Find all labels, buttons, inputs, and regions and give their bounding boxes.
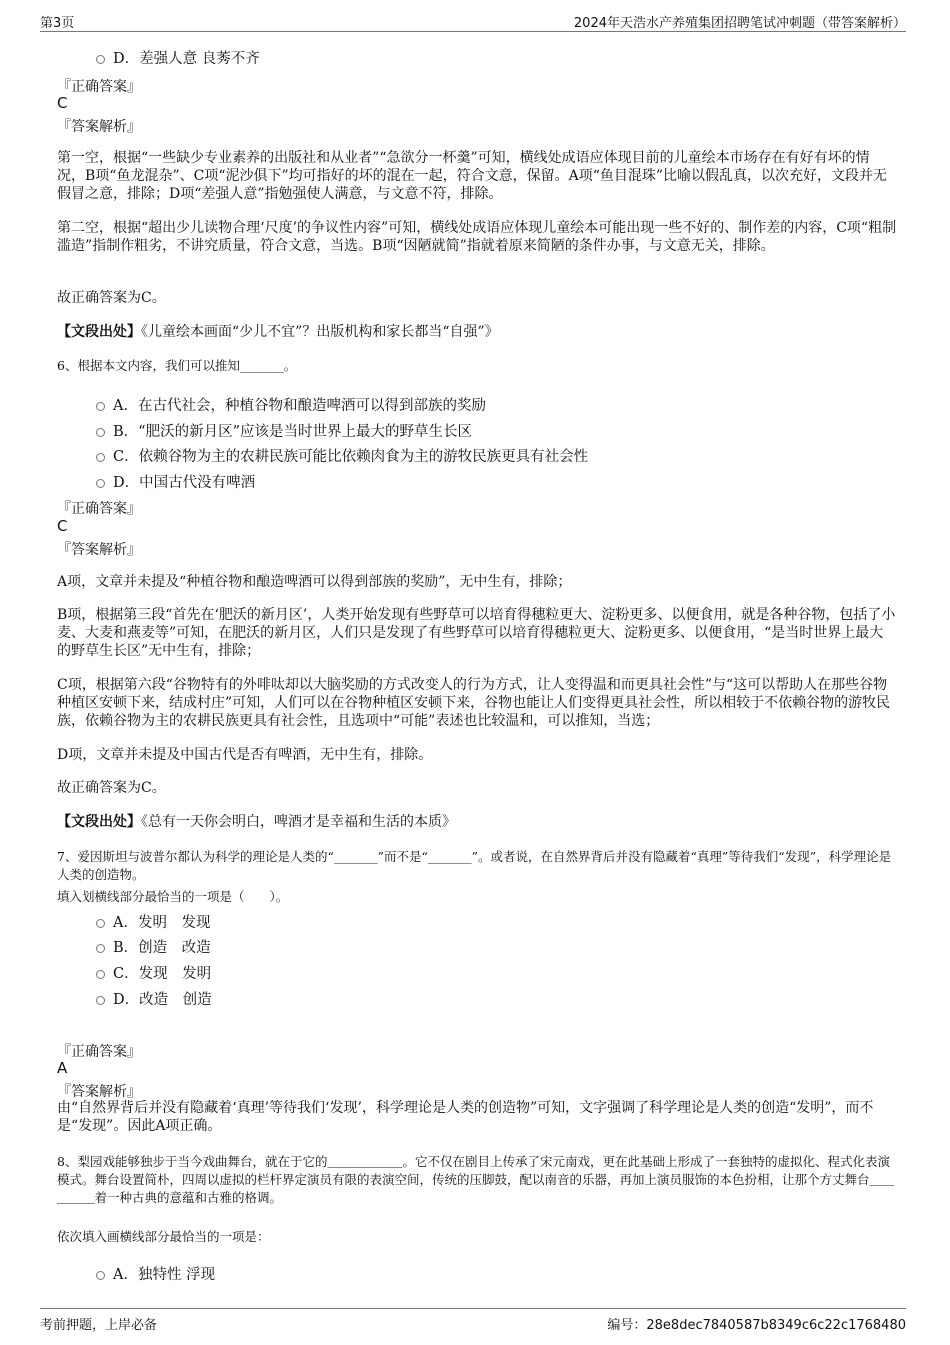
q8-option-a[interactable]: A．独特性 浮现 [96,1263,215,1284]
q8-instruction: 依次填入画横线部分最恰当的一项是： [57,1229,270,1244]
q5-answer: C [57,94,68,112]
q6-source-label: 【文段出处】 [57,814,141,830]
q8-stem: 8、梨园戏能够独步于当今戏曲舞台，就在于它的＿＿＿＿＿＿。它不仅在剧目上传承了宋元南戏，更在此基础上形成了一套独特的虚拟化、程式化表演模式。舞台设置简朴，四周以虚拟的栏杆界定演员有限的表演空间，传统的压脚鼓，配以南音的乐器，再加上演员服饰的本色扮相，让那个方丈舞台＿＿＿＿＿着一种古典的意蕴和古雅的格调。 [57,1154,895,1205]
q6-analysis-d: D项，文章并未提及中国古代是否有啤酒，无中生有，排除。 [57,747,433,763]
q5-source [57,323,897,341]
q7-stem: 7、爱因斯坦与波普尔都认为科学的理论是人类的“_______”而不是“_______”。或者说，在自然界背后并没有隐藏着“真理”等待我们“发现”，科学理论是人类的创造物。 [57,849,892,882]
q6-correct-label: 『正确答案』 [57,501,141,517]
q5-option-d[interactable]: D．差强人意 良莠不齐 [96,47,260,68]
document-id: 编号：28e8dec7840587b8349c6c22c1768480 [607,1318,906,1333]
q6-option-a[interactable]: A．在古代社会，种植谷物和酿造啤酒可以得到部族的奖励 [96,394,486,415]
q6-source [57,813,897,831]
radio-icon[interactable] [96,479,105,488]
q5-correct-label: 『正确答案』 [57,79,141,95]
footer-divider [40,1308,906,1309]
radio-icon[interactable] [96,402,105,411]
q6-analysis-label: 『答案解析』 [57,542,141,558]
radio-icon[interactable] [96,919,105,928]
radio-icon[interactable] [96,996,105,1005]
radio-icon[interactable] [96,428,105,437]
radio-icon[interactable] [96,55,105,64]
q7-correct-label: 『正确答案』 [57,1044,141,1060]
q6-analysis-a: A项，文章并未提及“种植谷物和酿造啤酒可以得到部族的奖励”，无中生有，排除； [57,574,572,590]
q6-option-b[interactable]: B．“肥沃的新月区”应该是当时世界上最大的野草生长区 [96,420,472,441]
radio-icon[interactable] [96,970,105,979]
footer-slogan: 考前押题，上岸必备 [40,1318,158,1333]
radio-icon[interactable] [96,453,105,462]
document-title: 2024年天浩水产养殖集团招聘笔试冲刺题（带答案解析） [573,16,906,31]
q6-source-text: 《总有一天你会明白，啤酒才是幸福和生活的本质》 [141,814,456,830]
q6-conclusion: 故正确答案为C。 [57,780,166,796]
q7-option-b[interactable]: B．创造 改造 [96,936,211,957]
q5-analysis-label: 『答案解析』 [57,119,141,135]
q6-option-c[interactable]: C．依赖谷物为主的农耕民族可能比依赖肉食为主的游牧民族更具有社会性 [96,445,588,466]
q5-source-label: 【文段出处】 [57,324,141,340]
q7-option-d[interactable]: D．改造 创造 [96,988,212,1009]
q7-analysis: 由“自然界背后并没有隐藏着‘真理’等待我们‘发现’，科学理论是人类的创造物”可知，文字强调了科学理论是人类的创造“发明”，而不是“发现”。因此A项正确。 [57,1100,874,1134]
q5-analysis-p1: 第一空，根据“一些缺少专业素养的出版社和从业者”“急欲分一杯羹”可知，横线处成语应体现目前的儿童绘本市场存在有好有坏的情况，B项“鱼龙混杂”、C项“泥沙俱下”均可指好的坏的混在一起，符合文意，保留。A项“鱼目混珠”比喻以假乱真，以次充好，文段并无假冒之意，排除；D项“差强人意”指勉强使人满意，与文意不符，排除。 [57,150,888,202]
q7-instruction: 填入划横线部分最恰当的一项是（ ）。 [57,889,289,904]
q6-stem: 6、根据本文内容，我们可以推知_______。 [57,358,297,373]
q5-analysis-p2: 第二空，根据“超出少儿读物合理‘尺度’的争议性内容”可知，横线处成语应体现儿童绘本可能出现一些不好的、制作差的内容，C项“粗制滥造”指制作粗劣，不讲究质量，符合文意，当选。B项“因陋就简”指就着原来简陋的条件办事，与文意无关，排除。 [57,220,897,254]
radio-icon[interactable] [96,1271,105,1280]
q5-conclusion: 故正确答案为C。 [57,290,166,306]
q6-answer: C [57,517,68,535]
q6-analysis-b: B项，根据第三段“首先在‘肥沃的新月区’，人类开始发现有些野草可以培育得穗粒更大、淀粉更多、以便食用，就是各种谷物，包括了小麦、大麦和燕麦等”可知，在肥沃的新月区，人们只是发现了有些野草可以培育得穗粒更大、淀粉更多、以便食用，“是当时世界上最大的野草生长区”无中生有，排除； [57,607,896,659]
q5-source-text: 《儿童绘本画面“少儿不宜”？出版机构和家长都当“自强”》 [141,324,499,340]
radio-icon[interactable] [96,944,105,953]
q7-option-c[interactable]: C．发现 发明 [96,962,211,983]
q7-option-a[interactable]: A．发明 发现 [96,911,210,932]
header-divider [40,31,906,32]
q6-analysis-c: C项，根据第六段“谷物特有的外啡呔却以大脑奖励的方式改变人的行为方式，让人变得温和而更具社会性”与“这可以帮助人在那些谷物种植区安顿下来，结成村庄”可知，人们可以在谷物种植区安顿下来，谷物也能让人们变得更具社会性，所以相较于不依赖谷物的游牧民族，依赖谷物为主的农耕民族更具有社会性，且选项中“可能”表述也比较温和，可以推知，当选； [57,677,891,729]
page-number: 第3页 [40,16,75,31]
q7-analysis-label: 『答案解析』 [57,1084,141,1100]
q6-option-d[interactable]: D．中国古代没有啤酒 [96,471,255,492]
q7-answer: A [57,1059,68,1077]
